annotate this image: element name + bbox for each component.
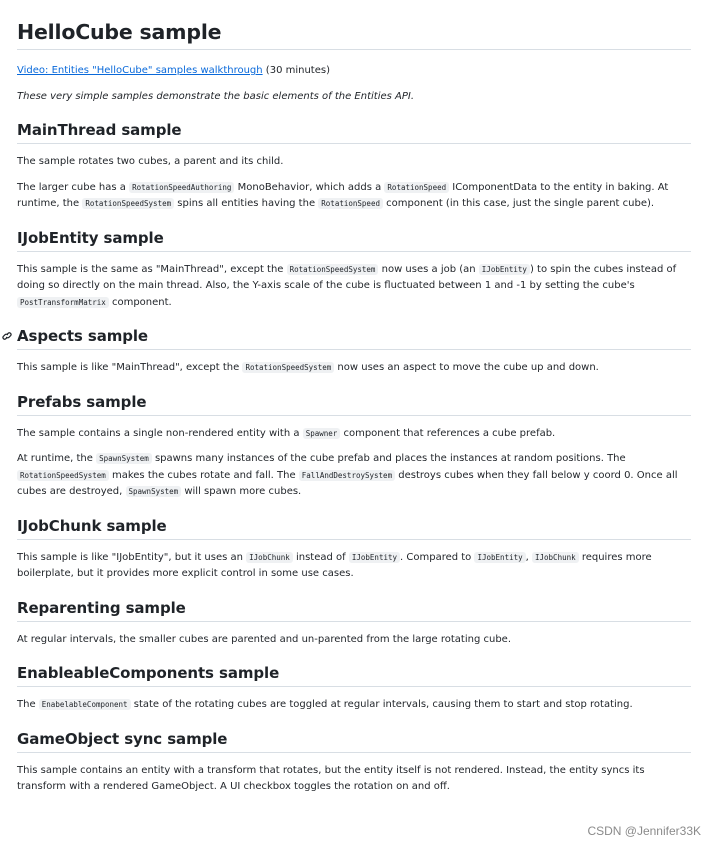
text-run: component that references a cube prefab. [340, 427, 556, 439]
text-run: requires more boilerplate, but it provides more explicit control in some use cases. [17, 551, 652, 579]
inline-code: RotationSpeedAuthoring [129, 182, 234, 193]
text-run: makes the cubes rotate and fall. The [108, 469, 299, 481]
inline-code: IJobEntity [474, 552, 525, 563]
text-run: IComponentData to the entity in baking. At runtime, the [17, 181, 669, 209]
inline-code: SpawnSystem [126, 486, 182, 497]
text-run: instead of [292, 551, 349, 563]
inline-code: IJobEntity [349, 552, 400, 563]
heading-reparenting: Reparenting sample [17, 597, 691, 622]
inline-code: RotationSpeed [384, 182, 449, 193]
text-run: The [17, 699, 39, 710]
text-run: At runtime, the [17, 453, 97, 464]
watermark: CSDN @Jennifer33K [587, 824, 701, 838]
inline-code: PostTransformMatrix [17, 297, 109, 308]
text-run: component. [108, 296, 172, 308]
heading-aspects-text: Aspects sample [17, 327, 148, 345]
heading-ijobentity: IJobEntity sample [17, 227, 691, 252]
text-run: state of the rotating cubes are toggled at regular intervals, causing them to start and stop rotating. [130, 699, 633, 710]
inline-code: Spawner [303, 428, 341, 439]
aspects-paragraph [17, 360, 691, 377]
text-run: spins all entities having the [174, 198, 319, 209]
intro-italic: These very simple samples demonstrate the basic elements of the Entities API. [17, 90, 415, 102]
intro-text [17, 89, 691, 106]
text-run: spawns many instances of the cube prefab and places the instances at random positions. The [151, 453, 626, 464]
text-run: component (in this case, just the single parent cube). [382, 198, 655, 209]
text-run: ) to spin the cubes instead of doing so directly on the main thread. Also, the Y-axis scale of the cube is fluctuated between 1 and -1 by setting the cube's [17, 263, 677, 291]
text-run: , [525, 551, 532, 563]
prefabs-paragraph-2 [17, 451, 691, 501]
heading-gameobject-sync: GameObject sync sample [17, 728, 691, 753]
text-run: will spawn more cubes. [181, 486, 302, 497]
heading-ijobchunk: IJobChunk sample [17, 515, 691, 540]
ijobchunk-paragraph [17, 550, 691, 583]
heading-mainthread: MainThread sample [17, 119, 691, 144]
text-run: This sample is the same as "MainThread", except the [17, 263, 287, 275]
text-run: This sample is like "MainThread", except the [17, 362, 243, 373]
text-run: now uses a job (an [378, 263, 479, 275]
prefabs-paragraph-1 [17, 426, 691, 443]
inline-code: RotationSpeedSystem [82, 198, 174, 209]
text-run: MonoBehavior, which adds a [234, 181, 385, 193]
inline-code: IJobEntity [479, 264, 530, 275]
inline-code: FallAndDestroySystem [299, 470, 395, 481]
video-link[interactable]: Video: Entities "HelloCube" samples walkthrough [17, 65, 263, 76]
heading-aspects [17, 325, 691, 350]
text-run: The larger cube has a [17, 181, 130, 193]
video-line [17, 63, 691, 80]
text-run: destroys cubes when they fall below y coord 0. Once all cubes are destroyed, [17, 469, 678, 497]
mainthread-paragraph-1: The sample rotates two cubes, a parent and its child. [17, 156, 284, 167]
inline-code: RotationSpeedSystem [17, 470, 109, 481]
link-icon[interactable] [1, 330, 13, 342]
text-run: . Compared to [400, 551, 475, 563]
ijobentity-paragraph [17, 262, 691, 312]
video-duration: (30 minutes) [262, 65, 330, 76]
inline-code: IJobChunk [532, 552, 579, 563]
inline-code: IJobChunk [246, 552, 293, 563]
gameobject-paragraph: This sample contains an entity with a transform that rotates, but the entity itself is not rendered. Instead, the entity syncs its transform with a rendered GameObject. A UI checkbox toggles the rotation on and off. [17, 764, 645, 792]
inline-code: RotationSpeedSystem [242, 362, 334, 373]
mainthread-paragraph-2 [17, 180, 691, 213]
heading-prefabs: Prefabs sample [17, 391, 691, 416]
inline-code: RotationSpeed [318, 198, 383, 209]
page-title: HelloCube sample [17, 18, 691, 50]
document-body [17, 0, 691, 796]
reparenting-paragraph: At regular intervals, the smaller cubes are parented and un-parented from the large rotating cube. [17, 633, 512, 645]
text-run: This sample is like "IJobEntity", but it uses an [17, 551, 247, 563]
enableable-paragraph [17, 697, 691, 714]
inline-code: EnabelableComponent [39, 699, 131, 710]
inline-code: SpawnSystem [96, 453, 152, 464]
inline-code: RotationSpeedSystem [287, 264, 379, 275]
text-run: now uses an aspect to move the cube up and down. [334, 362, 599, 373]
heading-enableable: EnableableComponents sample [17, 662, 691, 687]
text-run: The sample contains a single non-rendered entity with a [17, 427, 303, 439]
